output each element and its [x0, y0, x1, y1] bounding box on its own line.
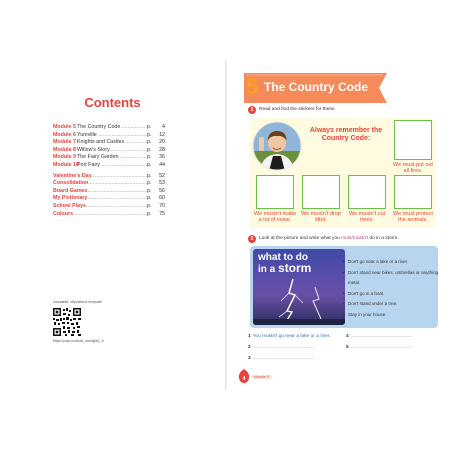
toc-page-prefix: p.	[147, 195, 152, 202]
toc-row[interactable]	[53, 162, 165, 170]
toc-page-prefix: p.	[147, 210, 152, 217]
task-instruction: Read and find the stickers for these.	[259, 107, 336, 112]
toc-row[interactable]	[53, 132, 165, 140]
toc-leader	[73, 211, 147, 219]
toc-module: Module 8	[53, 146, 76, 153]
answer-line[interactable]: 3 ..............................................	[248, 356, 314, 361]
toc-row[interactable]	[53, 154, 165, 162]
toc-page: 75	[159, 210, 165, 217]
toc-leader	[86, 203, 147, 211]
task-number-badge: 2	[248, 235, 256, 243]
toc-section: Valentine's Day	[53, 172, 92, 179]
module-title: The Country Code	[264, 80, 368, 94]
toc-row[interactable]	[53, 147, 165, 155]
toc-module: Module 5	[53, 124, 76, 130]
toc-row[interactable]	[53, 195, 165, 203]
toc-section: Board Games	[53, 187, 88, 194]
toc-leader	[87, 188, 147, 196]
qr-url[interactable]: https://yusu.ru/audio_starlight4_1/	[53, 339, 104, 343]
sticker-label: We mustn't cut trees.	[348, 211, 386, 223]
toc-page: 60	[159, 195, 165, 202]
sticker-slot[interactable]	[394, 120, 432, 160]
toc-row[interactable]	[53, 139, 165, 147]
contents-title: Contents	[84, 95, 141, 110]
qr-caption: Скачивай, обучайся и получай!	[53, 300, 103, 304]
task-instruction: Look at the picture and write what you must/mustn't do in a storm.	[259, 236, 399, 241]
answer-line[interactable]: 2 ..............................................	[248, 345, 314, 350]
toc-title: Port Fairy .....	[77, 162, 147, 170]
toc-page-prefix: p.	[147, 154, 152, 161]
toc-row[interactable]	[53, 180, 165, 188]
qr-code[interactable]	[53, 308, 81, 336]
module-number: 5	[246, 74, 259, 99]
footer-module-label: Module 5	[251, 375, 272, 379]
toc-section: School Plays	[53, 202, 86, 209]
sticker-slot[interactable]	[394, 175, 432, 209]
toc-section: My Pictionary	[53, 195, 88, 202]
sticker-slot[interactable]	[348, 175, 386, 209]
toc-page-prefix: p.	[147, 131, 152, 138]
toc-title: Yumville .....	[77, 132, 147, 140]
toc-row[interactable]	[53, 188, 165, 196]
toc-leader	[88, 180, 147, 188]
toc-row[interactable]	[53, 124, 165, 132]
sticker-label: We must protect the animals.	[393, 211, 433, 223]
toc-page-prefix: p.	[147, 139, 152, 146]
toc-page: 52	[159, 172, 165, 179]
sticker-label: We mustn't drop litter.	[301, 211, 341, 223]
toc-module: Module 7	[53, 139, 76, 146]
toc-page: 4	[162, 124, 165, 130]
answer-line[interactable]: 4 ..............................................	[346, 334, 412, 339]
toc-page-prefix: p.	[147, 187, 152, 194]
toc-module: Module 6	[53, 131, 76, 138]
toc-title: Knights and Castles .....	[77, 139, 147, 147]
toc-page-prefix: p.	[147, 172, 152, 179]
toc-leader	[92, 173, 147, 181]
toc-row[interactable]	[53, 211, 165, 219]
toc-page-prefix: p.	[147, 124, 152, 130]
list-item: • Don't go in a boat.	[343, 289, 450, 300]
list-item: • Don't stand near bikes, umbrellas or anything metal.	[343, 268, 450, 289]
toc-page: 28	[159, 146, 165, 153]
sticker-slot[interactable]	[256, 175, 294, 209]
toc-module: Module 10	[53, 161, 79, 168]
remember-heading: Always remember the Country Code:	[309, 127, 383, 142]
toc-row[interactable]	[53, 203, 165, 211]
table-of-contents	[53, 124, 165, 218]
toc-page: 56	[159, 187, 165, 194]
toc-page-prefix: p.	[147, 180, 152, 187]
toc-title: The Fairy Garden .....	[77, 154, 147, 162]
storm-advice-list	[343, 257, 450, 320]
toc-title: Willow's Story .....	[77, 147, 147, 155]
toc-leader	[87, 195, 147, 203]
page-number: 4	[242, 376, 246, 382]
toc-page: 44	[159, 161, 165, 168]
toc-page: 12	[159, 131, 165, 138]
storm-title: what to do in a storm	[258, 252, 312, 275]
list-item: • Don't go near a lake or a river.	[343, 257, 450, 268]
book-spine	[225, 60, 227, 390]
list-item: • Stay in your house.	[343, 310, 450, 321]
toc-page-prefix: p.	[147, 202, 152, 209]
toc-page: 70	[159, 202, 165, 209]
toc-section: Colours	[53, 210, 74, 217]
toc-page-prefix: p.	[147, 161, 152, 168]
toc-page: 20	[159, 139, 165, 146]
answer-line[interactable]: 5 ..............................................	[346, 345, 412, 350]
sticker-label: We mustn't make a lot of noise.	[253, 211, 297, 223]
sticker-label: We must put out all fires.	[393, 162, 433, 174]
toc-row[interactable]	[53, 173, 165, 181]
boy-photo	[252, 121, 302, 171]
toc-title: The Country Code .....	[77, 124, 147, 132]
task-number-badge: 1	[248, 106, 256, 114]
toc-page: 53	[159, 180, 165, 187]
toc-page-prefix: p.	[147, 146, 152, 153]
list-item: • Don't stand under a tree.	[343, 299, 450, 310]
toc-page: 36	[159, 154, 165, 161]
page-number-tab	[238, 369, 250, 383]
sticker-slot[interactable]	[302, 175, 340, 209]
toc-module: Module 9	[53, 154, 76, 161]
toc-section: Consolidation	[53, 180, 89, 187]
answer-line[interactable]: 1 You mustn't go near a lake or a river.	[248, 334, 331, 339]
